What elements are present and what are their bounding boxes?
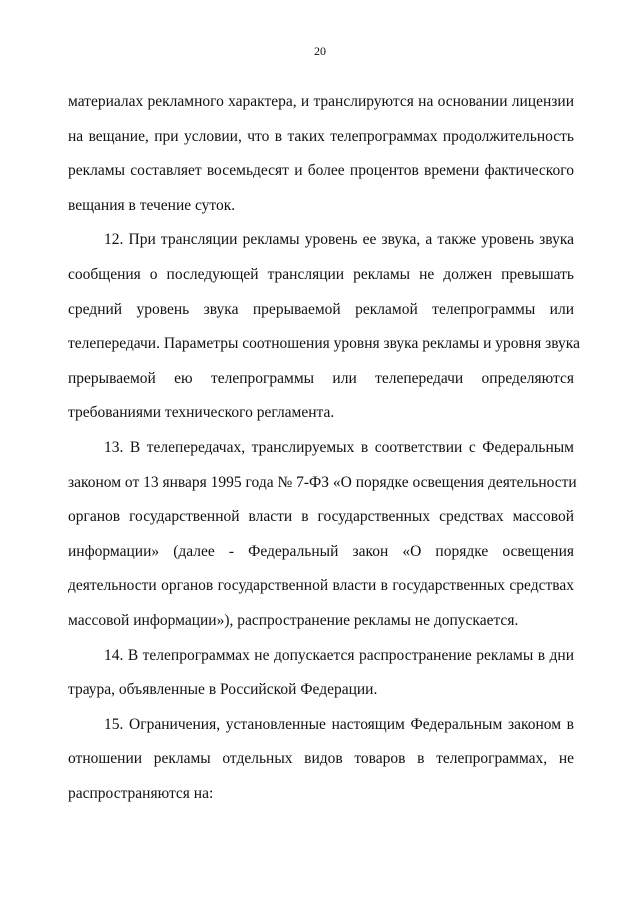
text-line: прерываемой ею телепрограммы или телепередачи определяются <box>68 369 574 387</box>
document-body <box>68 85 580 811</box>
text-line: сообщения о последующей трансляции рекламы не должен превышать <box>68 265 574 283</box>
text-line: рекламы составляет восемьдесят и более процентов времени фактического <box>68 162 574 180</box>
text-line: на вещание, при условии, что в таких телепрограммах продолжительность <box>68 127 574 145</box>
text-line: органов государственной власти в государственных средствах массовой <box>68 508 574 526</box>
text-line: деятельности органов государственной власти в государственных средствах <box>68 577 574 595</box>
text-line: массовой информации»), распространение рекламы не допускается. <box>68 611 519 629</box>
text-line: 15. Ограничения, установленные настоящим Федеральным законом в <box>104 715 574 733</box>
text-line: законом от 13 января 1995 года № 7-ФЗ «О порядке освещения деятельности <box>68 473 577 491</box>
text-line: отношении рекламы отдельных видов товаров в телепрограммах, не <box>68 750 574 768</box>
text-line: телепередачи. Параметры соотношения уровня звука рекламы и уровня звука <box>68 335 580 353</box>
text-line: 14. В телепрограммах не допускается распространение рекламы в дни <box>104 646 574 664</box>
text-line: средний уровень звука прерываемой рекламой телепрограммы или <box>68 300 574 318</box>
text-line: 12. При трансляции рекламы уровень ее звука, а также уровень звука <box>104 231 574 249</box>
text-line: информации» (далее - Федеральный закон «О порядке освещения <box>68 542 574 560</box>
text-line: материалах рекламного характера, и транслируются на основании лицензии <box>68 93 574 110</box>
text-line: вещания в течение суток. <box>68 196 236 214</box>
text-line: распространяются на: <box>68 784 214 802</box>
text-line: траура, объявленные в Российской Федерации. <box>68 681 378 699</box>
page-number: 20 <box>314 44 326 58</box>
text-line: требованиями технического регламента. <box>68 404 335 422</box>
text-line: 13. В телепередачах, транслируемых в соответствии с Федеральным <box>104 438 574 456</box>
